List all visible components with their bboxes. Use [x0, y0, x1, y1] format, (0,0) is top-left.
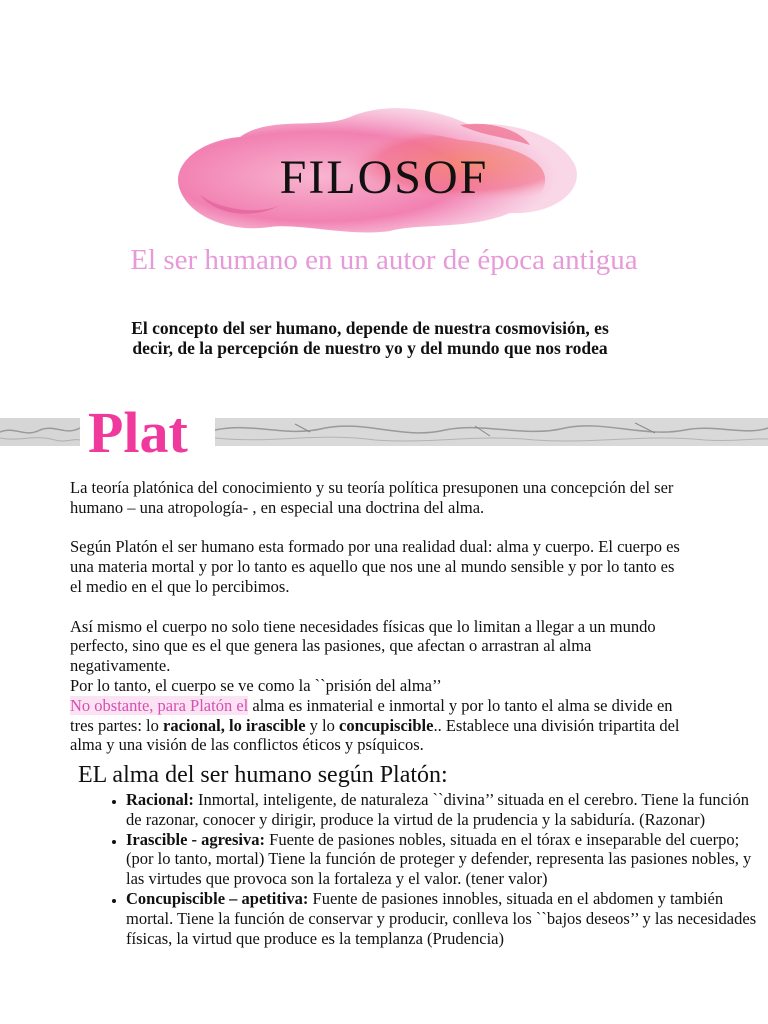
- body-text: [70, 478, 690, 755]
- page-title: FILOSOF: [279, 151, 489, 204]
- list-item: [126, 790, 766, 830]
- bold-text: concupiscible: [339, 715, 434, 735]
- bold-text: racional, lo irascible: [163, 715, 306, 735]
- list-term: Concupiscible – apetitiva:: [126, 888, 309, 908]
- alma-heading: EL alma del ser humano según Platón:: [78, 762, 448, 788]
- text-span: .. Establece una división tripartita del alma y una visión de las conflictos éticos y psíquicos.: [70, 715, 680, 755]
- paragraph: Según Platón el ser humano esta formado por una realidad dual: alma y cuerpo. El cuerpo es una materia mortal y por lo tanto es aquello que nos une al mundo sensible y por lo tanto es el medio en el que lo percibimos.: [70, 537, 680, 596]
- list-term: Irascible - agresiva:: [126, 829, 266, 849]
- paragraph: [70, 696, 690, 755]
- list-text: Fuente de pasiones innobles, situada en el abdomen y también mortal. Tiene la función de conservar y producir, conlleva los ``bajos deseos’’ y las necesidades físicas, la virtud que produce es la templanza (Prudencia): [126, 888, 757, 948]
- text-span: y lo: [305, 715, 340, 735]
- list-text: Fuente de pasiones nobles, situada en el tórax e inseparable del cuerpo; (por lo tanto, mortal) Tiene la función de proteger y defender, representa las pasiones nobles, y las virtudes que provoca son la fortaleza y el valor. (tener valor): [126, 829, 752, 889]
- list-text: Inmortal, inteligente, de naturaleza ``divina’’ situada en el cerebro. Tiene la función de razonar, conocer y dirigir, produce la virtud de la prudencia y la sabiduría. (Razonar): [126, 790, 749, 829]
- paragraph: La teoría platónica del conocimiento y su teoría política presuponen una concepción del ser humano – una atropología- , en especial una doctrina del alma.: [70, 478, 674, 517]
- list-item: [126, 889, 766, 948]
- section-heading: Plat: [88, 400, 188, 465]
- page-subtitle: El ser humano en un autor de época antigua: [130, 244, 638, 276]
- marble-divider-left: [0, 418, 80, 446]
- alma-parts-list: [100, 790, 766, 986]
- text-span: alma es inmaterial e inmortal y por lo tanto el alma se divide en tres partes: lo: [70, 695, 673, 735]
- list-term: Racional:: [126, 790, 194, 809]
- list-item: [126, 830, 766, 889]
- marble-divider-right: [215, 418, 768, 446]
- highlighted-text: No obstante, para Platón el: [70, 695, 249, 715]
- paragraph: Por lo tanto, el cuerpo se ve como la ``prisión del alma’’: [70, 675, 442, 695]
- paragraph: Así mismo el cuerpo no solo tiene necesidades físicas que lo limitan a llegar a un mundo perfecto, sino que es el que genera las pasiones, que afectan o arrastran al alma negativamente.: [70, 616, 656, 676]
- intro-text: El concepto del ser humano, depende de nuestra cosmovisión, es decir, de la percepción de nuestro yo y del mundo que nos rodea: [131, 318, 609, 358]
